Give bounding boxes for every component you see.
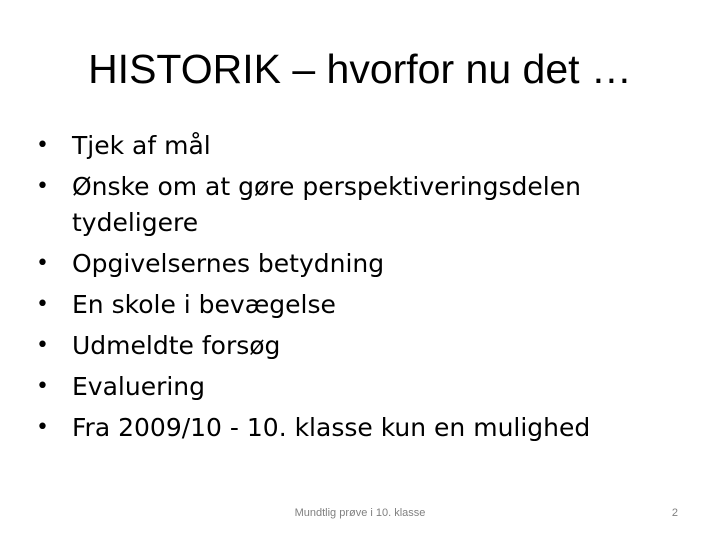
bullet-text: Ønske om at gøre perspektiveringsdelen tydeligere: [72, 172, 581, 237]
bullet-item: [36, 410, 676, 446]
bullet-item: [36, 369, 676, 405]
bullet-text: Udmeldte forsøg: [72, 331, 281, 360]
bullet-item: [36, 169, 676, 241]
bullet-text: Evaluering: [72, 372, 206, 401]
bullet-text: Tjek af mål: [72, 131, 211, 160]
bullet-item: [36, 287, 676, 323]
bullet-icon: •: [36, 333, 49, 358]
bullet-icon: •: [36, 292, 49, 317]
bullet-text: En skole i bevægelse: [72, 290, 336, 319]
page-number: 2: [671, 507, 678, 519]
footer-text: Mundtlig prøve i 10. klasse: [294, 507, 426, 519]
bullet-icon: •: [36, 251, 49, 276]
bullet-text: Opgivelsernes betydning: [72, 249, 385, 278]
bullet-item: [36, 328, 676, 364]
bullet-text: Fra 2009/10 - 10. klasse kun en mulighed: [72, 413, 591, 442]
bullet-icon: •: [36, 374, 49, 399]
slide-title: HISTORIK – hvorfor nu det …: [88, 46, 632, 92]
bullet-icon: •: [36, 415, 49, 440]
bullet-icon: •: [36, 133, 49, 158]
bullet-list: [36, 128, 676, 451]
bullet-icon: •: [36, 174, 49, 199]
bullet-item: [36, 128, 676, 164]
bullet-item: [36, 246, 676, 282]
